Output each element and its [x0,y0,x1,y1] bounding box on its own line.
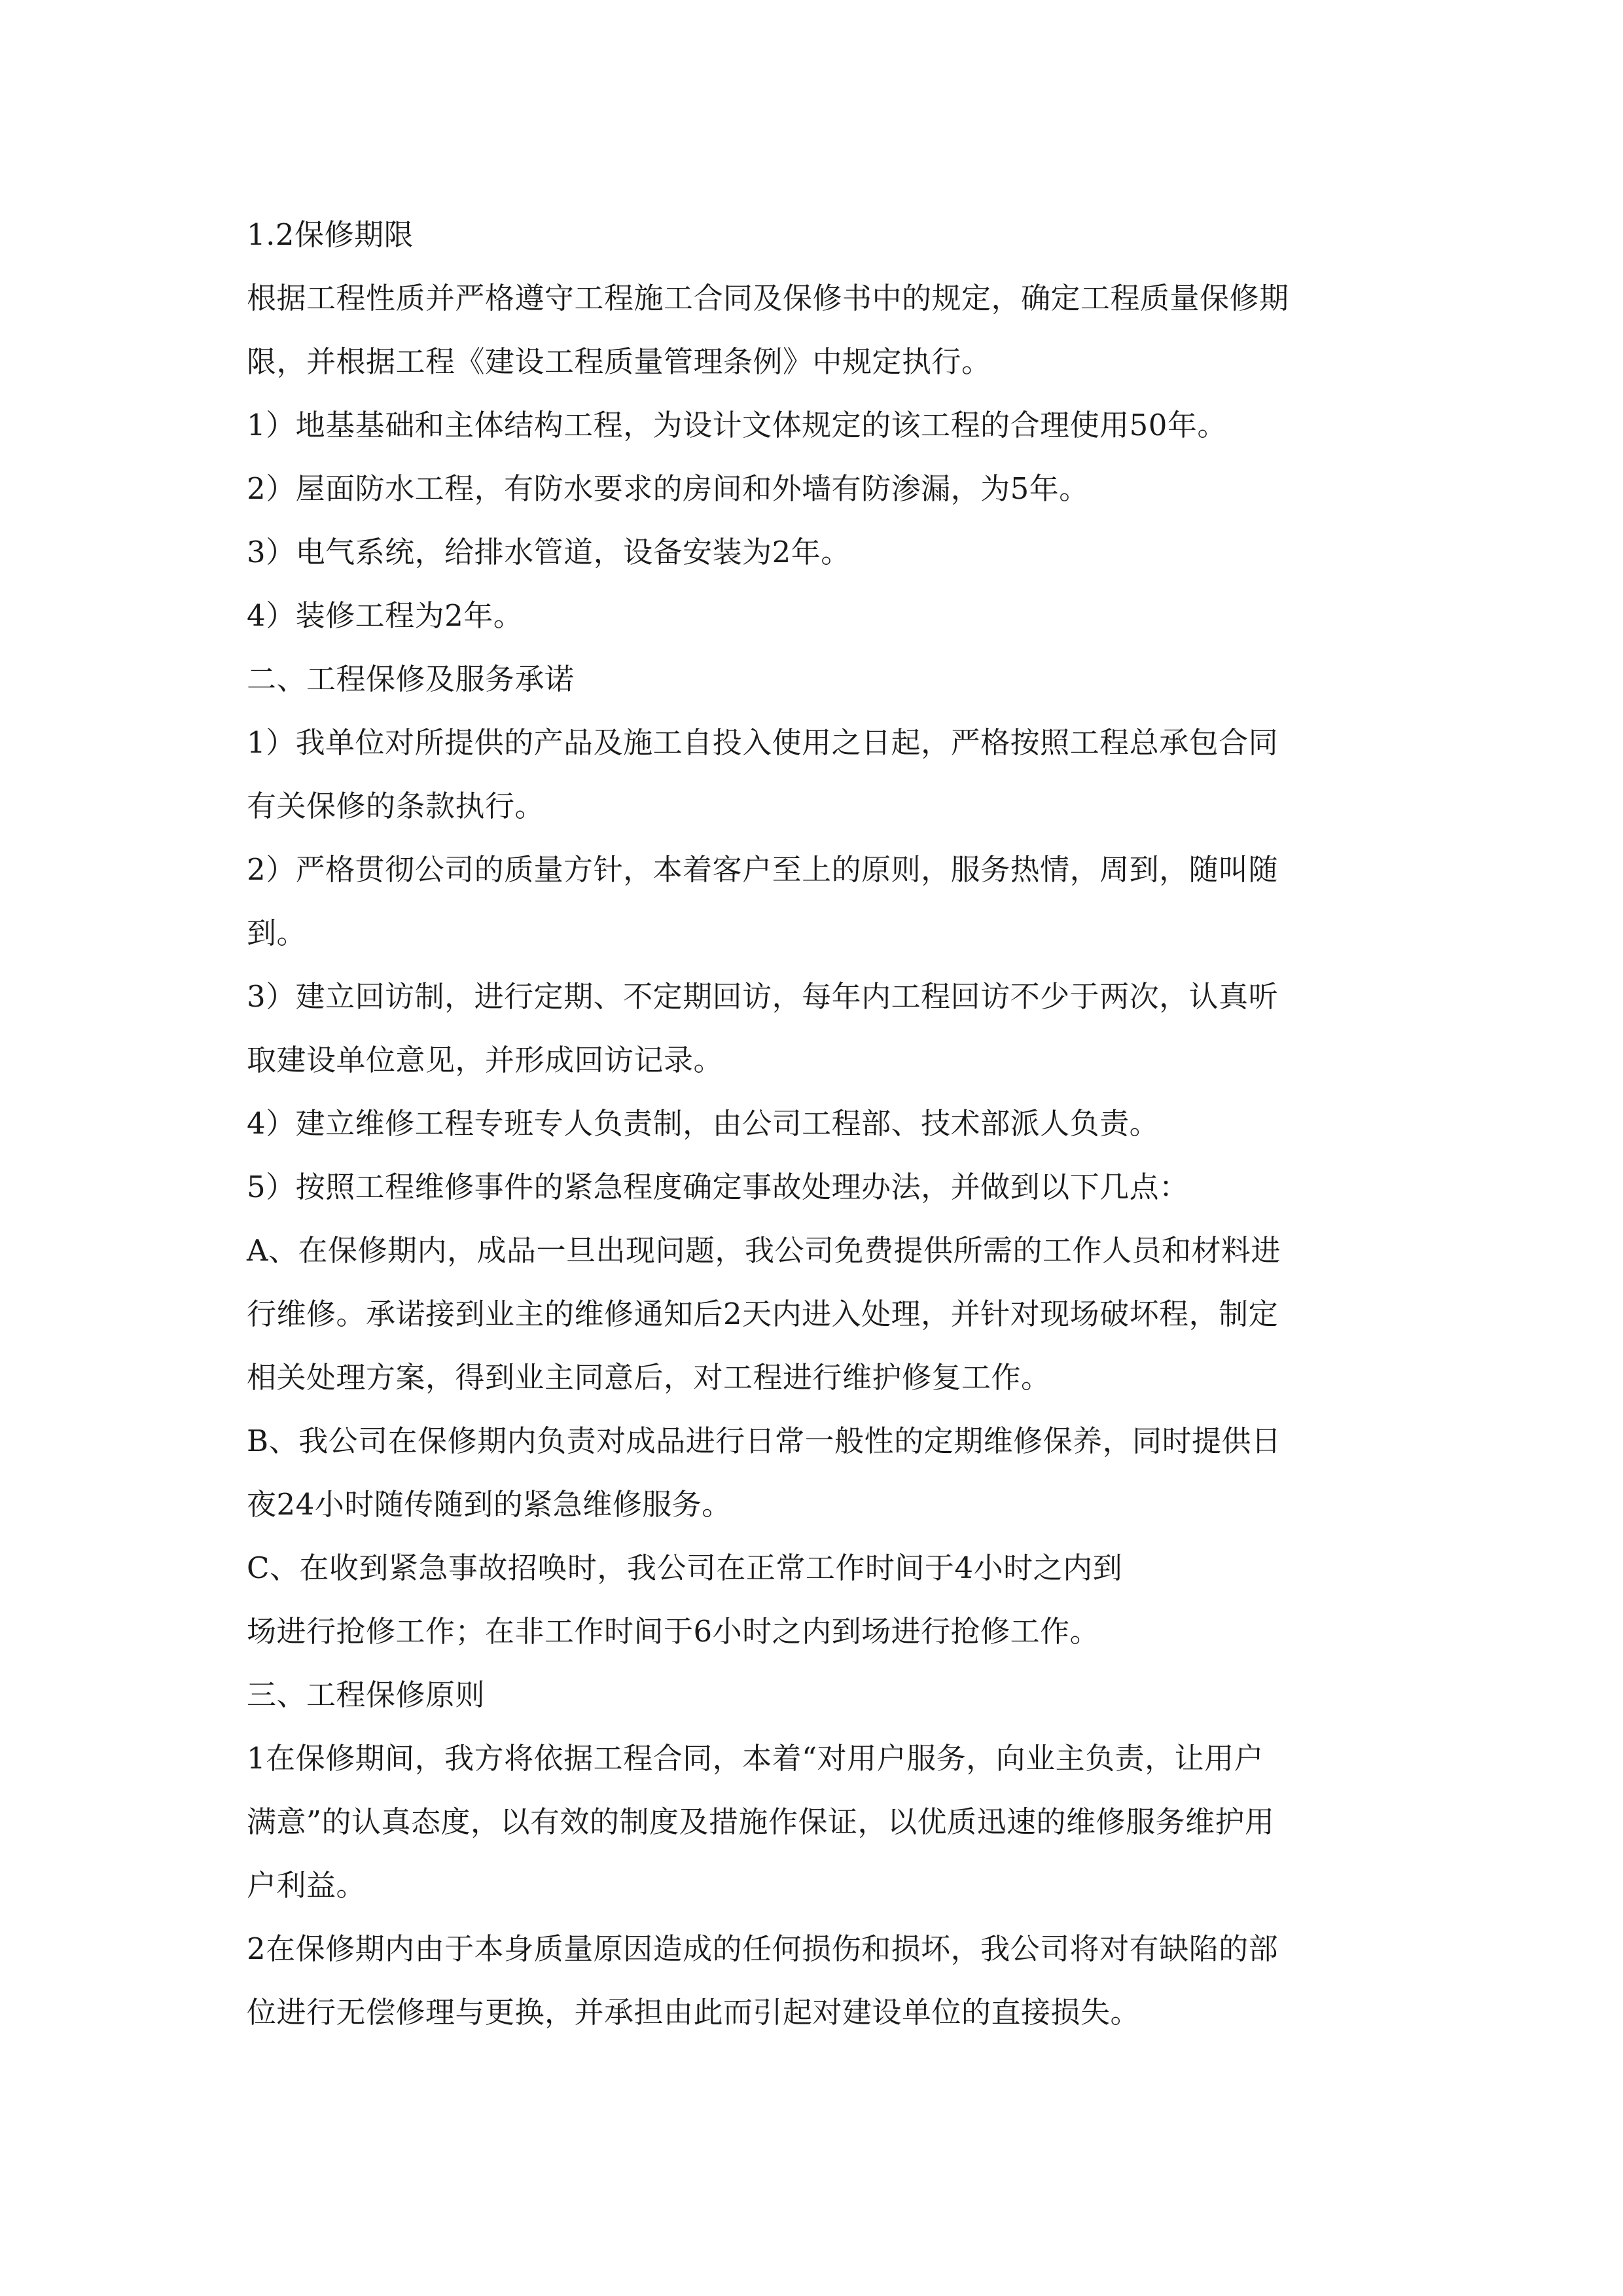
list-item: 5）按照工程维修事件的紧急程度确定事故处理办法，并做到以下几点： [247,1170,1189,1204]
list-item-continuation: 位进行无偿修理与更换，并承担由此而引起对建设单位的直接损失。 [247,1995,1141,2030]
list-item: 2在保修期内由于本身质量原因造成的任何损伤和损坏，我公司将对有缺陷的部 [247,1931,1279,1966]
list-item: 3）电气系统，给排水管道，设备安装为2年。 [247,535,851,569]
document-page [247,203,1379,2044]
sub-item: B、我公司在保修期内负责对成品进行日常一般性的定期维修保养，同时提供日 [247,1424,1281,1458]
list-item-continuation: 户利益。 [247,1868,366,1903]
paragraph-line: 根据工程性质并严格遵守工程施工合同及保修书中的规定，确定工程质量保修期 [247,281,1289,315]
section-heading-warranty-period: 1.2保修期限 [247,217,414,252]
sub-item-continuation: 行维修。承诺接到业主的维修通知后2天内进入处理，并针对现场破坏程，制定 [247,1297,1279,1331]
list-item-continuation: 有关保修的条款执行。 [247,789,545,823]
list-item: 2）屋面防水工程，有防水要求的房间和外墙有防渗漏，为5年。 [247,471,1089,506]
list-item-continuation: 取建设单位意见，并形成回访记录。 [247,1043,724,1077]
list-item: 1）地基基础和主体结构工程，为设计文体规定的该工程的合理使用50年。 [247,408,1227,442]
list-item-continuation: 到。 [247,916,307,950]
list-item-continuation: 满意”的认真态度，以有效的制度及措施作保证，以优质迅速的维修服务维护用 [247,1804,1275,1839]
list-item: 3）建立回访制，进行定期、不定期回访，每年内工程回访不少于两次，认真听 [247,979,1279,1014]
list-item: 2）严格贯彻公司的质量方针，本着客户至上的原则，服务热情，周到，随叫随 [247,852,1279,887]
sub-item-continuation: 夜24小时随传随到的紧急维修服务。 [247,1487,732,1522]
sub-item: A、在保修期内，成品一旦出现问题，我公司免费提供所需的工作人员和材料进 [247,1233,1281,1268]
paragraph-line: 限，并根据工程《建设工程质量管理条例》中规定执行。 [247,344,991,379]
list-item: 4）建立维修工程专班专人负责制，由公司工程部、技术部派人负责。 [247,1106,1160,1141]
sub-item-continuation: 场进行抢修工作；在非工作时间于6小时之内到场进行抢修工作。 [247,1614,1100,1649]
list-item: 1）我单位对所提供的产品及施工自投入使用之日起，严格按照工程总承包合同 [247,725,1279,760]
section-heading-warranty-principles: 三、工程保修原则 [247,1677,486,1712]
list-item: 4）装修工程为2年。 [247,598,524,633]
sub-item: C、在收到紧急事故招唤时，我公司在正常工作时间于4小时之内到 [247,1551,1123,1585]
list-item: 1在保修期间，我方将依据工程合同，本着“对用户服务，向业主负责，让用户 [247,1741,1264,1776]
section-heading-service-commitment: 二、工程保修及服务承诺 [247,662,575,696]
sub-item-continuation: 相关处理方案，得到业主同意后，对工程进行维护修复工作。 [247,1360,1051,1395]
